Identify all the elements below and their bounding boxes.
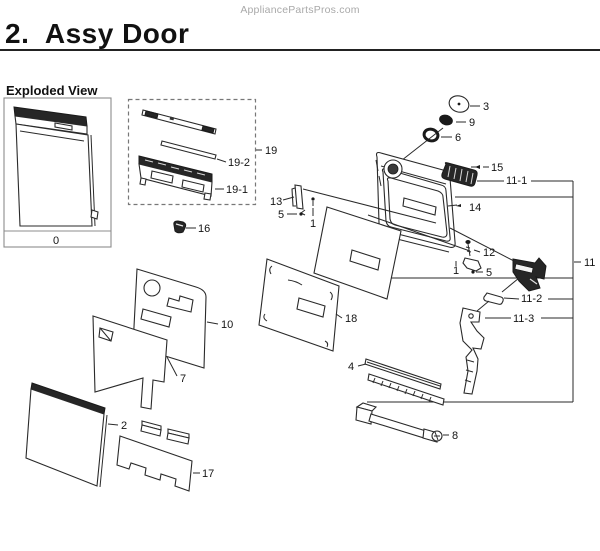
callout-8: 8 xyxy=(452,430,459,442)
callout-14: 14 xyxy=(469,202,482,214)
callout-17: 17 xyxy=(202,468,215,480)
callout-11: 11 xyxy=(584,257,596,269)
callout-7: 7 xyxy=(180,373,187,385)
hinge-link-8 xyxy=(356,403,458,442)
callout-10: 10 xyxy=(221,319,234,331)
callout-12: 12 xyxy=(483,247,496,259)
callout-3: 3 xyxy=(483,101,490,113)
callout-11-2: 11-2 xyxy=(521,293,543,305)
spacer-blocks xyxy=(141,421,189,444)
callout-4: 4 xyxy=(348,361,355,373)
watermark: AppliancePartsPros.com xyxy=(240,4,360,16)
callout-6: 6 xyxy=(455,132,462,144)
callout-1-right: 1 xyxy=(453,265,460,277)
callout-11-1: 11-1 xyxy=(506,175,528,187)
callout-0: 0 xyxy=(53,235,60,247)
vent-grille-11-1 xyxy=(442,162,573,187)
callout-1-left: 1 xyxy=(310,218,317,230)
callout-19-1: 19-1 xyxy=(226,184,249,196)
cap-part-16 xyxy=(174,221,210,235)
hinge-parts xyxy=(450,228,573,394)
callout-13: 13 xyxy=(270,196,283,208)
callout-15: 15 xyxy=(491,162,504,174)
vent-cap-parts xyxy=(397,93,489,164)
callout-5-left: 5 xyxy=(278,209,285,221)
page-title: 2. Assy Door xyxy=(5,18,190,49)
bottom-insulation-17 xyxy=(117,436,214,491)
callout-18: 18 xyxy=(345,313,358,325)
outer-door-panel-2 xyxy=(26,383,127,487)
callout-11-3: 11-3 xyxy=(513,313,535,325)
assembled-door-box xyxy=(4,98,111,247)
callout-2: 2 xyxy=(121,420,128,432)
callout-19: 19 xyxy=(265,145,278,157)
callout-9: 9 xyxy=(469,117,476,129)
callout-5-right: 5 xyxy=(486,267,493,279)
callout-19-2: 19-2 xyxy=(228,157,251,169)
callout-16: 16 xyxy=(198,223,211,235)
seal-strips-4 xyxy=(348,359,444,405)
section-subtitle: Exploded View xyxy=(6,83,98,98)
callout-19-group xyxy=(215,145,277,196)
